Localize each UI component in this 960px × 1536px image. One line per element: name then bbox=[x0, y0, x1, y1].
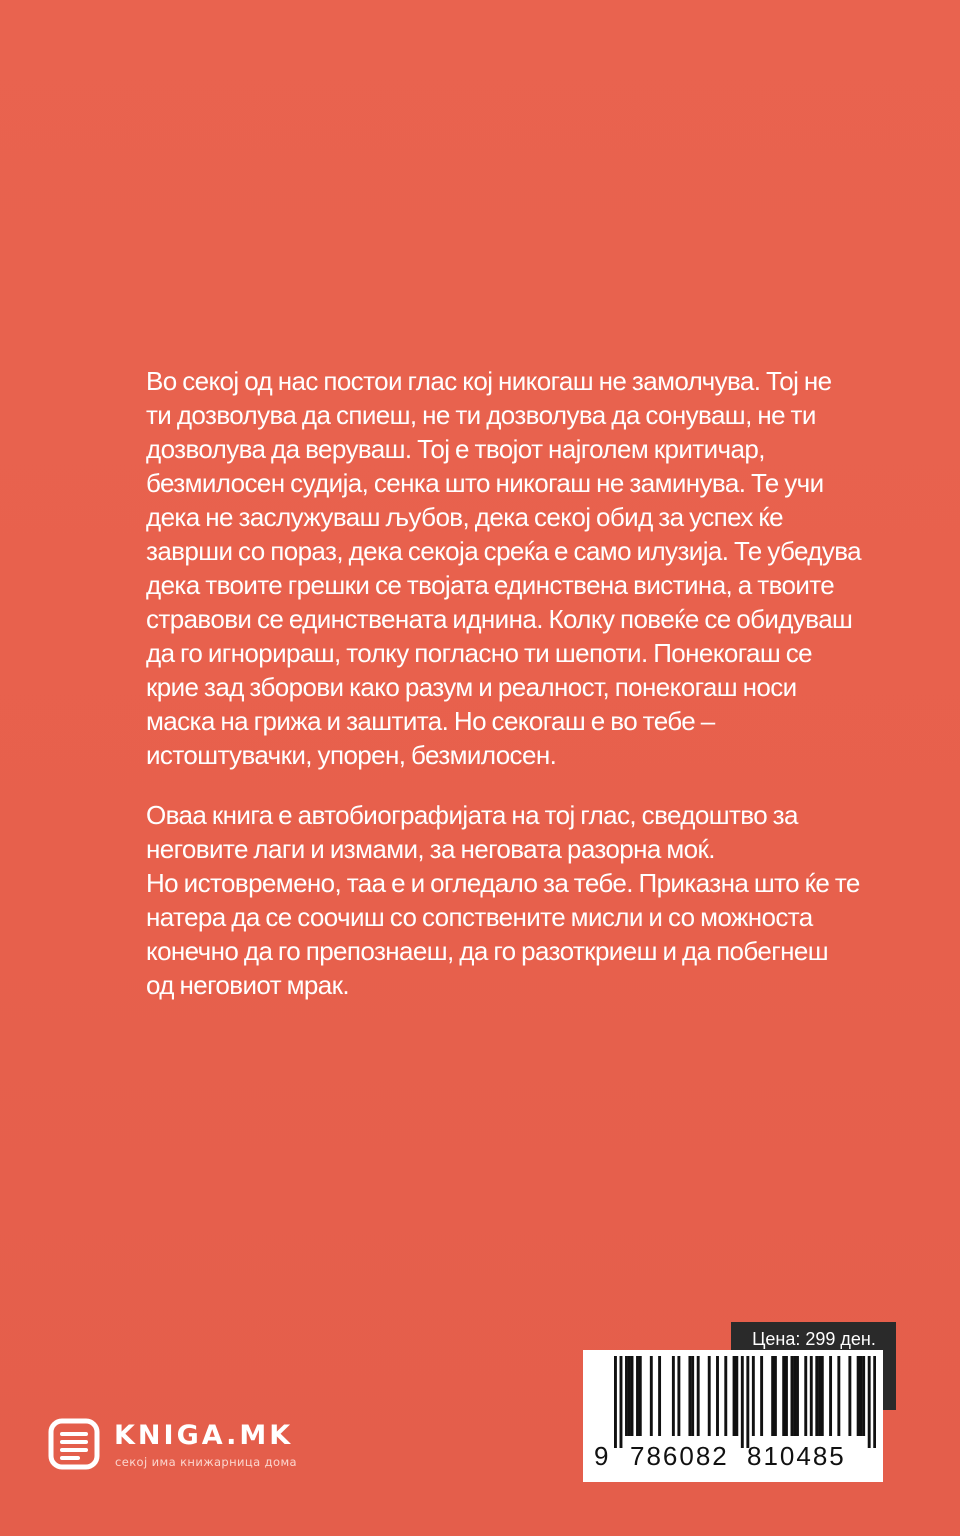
barcode-bar bbox=[614, 1356, 617, 1448]
barcode-bar bbox=[810, 1356, 813, 1436]
barcode-bar bbox=[708, 1356, 711, 1436]
barcode-right-digits: 810485 bbox=[747, 1441, 846, 1471]
barcode-bar bbox=[735, 1356, 738, 1436]
blurb-line: маска на грижа и заштита. Но секогаш е во тебе – bbox=[146, 706, 715, 736]
barcode-bar bbox=[837, 1356, 840, 1436]
barcode bbox=[614, 1356, 876, 1448]
blurb-line: натера да се соочиш со сопствените мисли и со можноста bbox=[146, 902, 813, 932]
barcode-bar bbox=[620, 1356, 623, 1448]
blurb-line: дозволува да веруваш. Тој е твојот најголем критичар, bbox=[146, 434, 765, 464]
blurb-line: безмилосен судија, сенка што никогаш не заминува. Те учи bbox=[146, 468, 824, 498]
barcode-bar bbox=[796, 1356, 799, 1436]
barcode-bar bbox=[741, 1356, 744, 1448]
barcode-bar bbox=[631, 1356, 634, 1436]
barcode-bar bbox=[716, 1356, 719, 1436]
barcode-bar bbox=[733, 1356, 736, 1436]
barcode-bar bbox=[791, 1356, 794, 1436]
barcode-bar bbox=[688, 1356, 691, 1436]
blurb-line: крие зад зборови како разум и реалност, понекогаш носи bbox=[146, 672, 797, 702]
barcode-bar bbox=[793, 1356, 796, 1436]
blurb-line: заврши со пораз, дека секоја среќа е само илузија. Те убедува bbox=[146, 536, 862, 566]
blurb-line: дека не заслужуваш љубов, дека секој обид за успех ќе bbox=[146, 502, 784, 532]
barcode-bar bbox=[650, 1356, 653, 1436]
blurb-line: неговите лаги и измами, за неговата разорна моќ. bbox=[146, 834, 715, 864]
barcode-bar bbox=[771, 1356, 774, 1436]
barcode-bar bbox=[829, 1356, 832, 1436]
barcode-bar bbox=[815, 1356, 818, 1436]
barcode-bar bbox=[639, 1356, 642, 1436]
barcode-bar bbox=[785, 1356, 788, 1436]
barcode-bar bbox=[848, 1356, 851, 1436]
blurb-line: Во секој од нас постои глас кој никогаш не замолчува. Тој не bbox=[146, 366, 832, 396]
barcode-bar bbox=[857, 1356, 860, 1436]
barcode-bar bbox=[625, 1356, 628, 1436]
barcode-bar bbox=[672, 1356, 675, 1436]
barcode-bar bbox=[724, 1356, 727, 1436]
blurb-line: да го игнорираш, толку погласно ти шепоти. Понекогаш се bbox=[146, 638, 813, 668]
barcode-bar bbox=[636, 1356, 639, 1436]
blurb-line: од неговиот мрак. bbox=[146, 970, 350, 1000]
blurb-paragraph-1 bbox=[146, 364, 866, 772]
blurb-line: стравови се единствената иднина. Колку повеќе се обидуваш bbox=[146, 604, 853, 634]
barcode-bar bbox=[868, 1356, 871, 1448]
barcode-digits bbox=[586, 1436, 886, 1476]
blurb-line: ти дозволува да спиеш, не ти дозволува да сонуваш, не ти bbox=[146, 400, 816, 430]
barcode-bar bbox=[746, 1356, 749, 1448]
barcode-bar bbox=[818, 1356, 821, 1436]
barcode-bar bbox=[821, 1356, 824, 1436]
barcode-bar bbox=[774, 1356, 777, 1436]
publisher-name: KNIGA.MK bbox=[114, 1420, 294, 1451]
barcode-bar bbox=[760, 1356, 763, 1436]
barcode-bar bbox=[691, 1356, 694, 1436]
barcode-bar bbox=[804, 1356, 807, 1436]
barcode-left-digits: 786082 bbox=[630, 1441, 729, 1471]
blurb-line: истоштувачки, упорен, безмилосен. bbox=[146, 740, 557, 770]
publisher-logo bbox=[48, 1418, 338, 1478]
barcode-bar bbox=[697, 1356, 700, 1436]
book-pages-icon bbox=[48, 1418, 100, 1470]
blurb-line: дека твоите грешки се твојата единствена вистина, а твоите bbox=[146, 570, 835, 600]
price-label: Цена: 299 ден. bbox=[752, 1329, 876, 1349]
blurb-paragraph-2 bbox=[146, 798, 866, 1002]
barcode-bar bbox=[873, 1356, 876, 1448]
barcode-bar bbox=[677, 1356, 680, 1436]
barcode-bar bbox=[628, 1356, 631, 1436]
blurb-line: Но истовремено, таа е и огледало за тебе. Приказна што ќе те bbox=[146, 868, 860, 898]
barcode-first-digit: 9 bbox=[594, 1441, 609, 1471]
blurb-line: Оваа книга е автобиографијата на тој глас, сведоштво за bbox=[146, 800, 798, 830]
publisher-tagline: секој има книжарница дома bbox=[115, 1455, 297, 1469]
barcode-bar bbox=[862, 1356, 865, 1436]
barcode-bar bbox=[658, 1356, 661, 1436]
barcode-bar bbox=[782, 1356, 785, 1436]
blurb-line: конечно да го препознаеш, да го разоткриеш и да побегнеш bbox=[146, 936, 829, 966]
barcode-bar bbox=[752, 1356, 755, 1436]
barcode-bar bbox=[859, 1356, 862, 1436]
blurb-text bbox=[146, 364, 866, 1028]
